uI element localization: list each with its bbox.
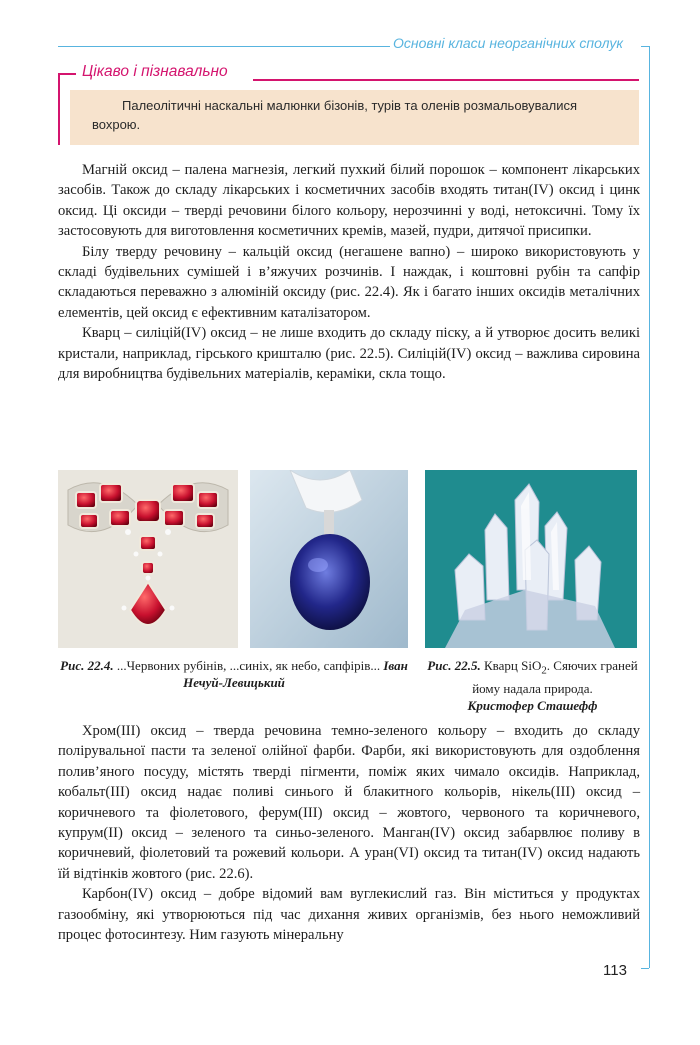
figure-label: Рис. 22.4.: [60, 658, 114, 673]
figure-22-4-caption: [58, 657, 410, 691]
info-box-hook: [58, 73, 76, 75]
section-title: Основні класи неорганічних сполук: [393, 35, 623, 51]
info-box-title: Цікаво і пізнавально: [82, 63, 228, 80]
footer-tick: [641, 968, 649, 969]
ruby-necklace-photo: [58, 470, 238, 648]
body-text-top: [58, 160, 640, 384]
info-box-rule: [253, 79, 639, 81]
paragraph: Білу тверду речовину – кальцій оксид (негашене вапно) – широко використовують у складі будівельних сумішей і в’яжучих розчинів. І наждак, і коштовні рубін та сапфір складаються переважно з алюміній оксиду (рис. 22.4). Як і багато інших оксидів металічних елементів, цей оксид є ефективним каталізатором.: [58, 243, 640, 321]
info-box-text: Палеолітичні наскальні малюнки бізонів, турів та оленів розмальовувалися вохрою.: [70, 90, 639, 145]
header-rule: [58, 46, 390, 47]
quartz-crystal-photo: [425, 470, 637, 648]
figure-quote-rest: . Сяючих граней йому надала природа.: [472, 658, 638, 696]
body-text-bottom: [58, 721, 640, 945]
figure-quote: Кварц SiO: [484, 658, 542, 673]
sapphire-photo: [250, 470, 408, 648]
figure-22-5-caption: [420, 657, 645, 714]
figure-label: Рис. 22.5.: [427, 658, 481, 673]
figure-quote: ...Червоних рубінів, ...синіх, як небо, сапфірів...: [116, 658, 381, 673]
formula-subscript: 2: [541, 664, 547, 677]
figure-author: Кристофер Сташефф: [467, 697, 598, 713]
paragraph: Магній оксид – палена магнезія, легкий пухкий білий порошок – компонент лікарських засобів. Також до складу лікарських і косметичних засобів входять титан(IV) оксид і цинк оксид. Ці оксиди – тверді речовини білого кольору, нерозчинні у воді, нетоксичні. Тому їх застосовують для виготовлення косметичних кремів, мазей, пудри, дитячої присипки.: [58, 162, 640, 240]
paragraph: Кварц – силіцій(IV) оксид – не лише входить до складу піску, а й утворює досить великі кристали, наприклад, гірського кришталю (рис. 22.5). Силіцій(IV) оксид – важлива сировина для виробництва будівельних матеріалів, кераміки, скла тощо.: [58, 325, 640, 383]
paragraph: Карбон(IV) оксид – добре відомий вам вуглекислий газ. Він міститься у продуктах газообміну, які утворюються під час дихання живих організмів, без нього неможливий процес фотосинтезу. Ним газують мінеральну: [58, 886, 640, 944]
info-box-bar: [58, 73, 60, 145]
figure-author: Іван Нечуй-Левицький: [183, 658, 408, 690]
margin-rule: [649, 46, 650, 968]
paragraph: Хром(III) оксид – тверда речовина темно-зеленого кольору – входить до складу полірувальної пасти та зеленої олійної фарби. Фарби, які використовують для оздоблення полив’яного посуду, містять тверді пігменти, поміж яких чимало оксидів. Наприклад, кобальт(III) оксид надає поливі синього й блакитного кольорів, нікель(III) оксид – коричневого та фіолетового, ферум(III) оксид – жовтого, червоного та коричневого, купрум(II) оксид – зеленого та синьо-зеленого. Манган(IV) оксид забарвлює поливу в коричневий, фіолетовий та рожевий кольори. А уран(VI) оксид та титан(IV) оксид надають їй відтінків жовтого (рис. 22.6).: [58, 723, 640, 882]
page-number: 113: [603, 962, 627, 979]
